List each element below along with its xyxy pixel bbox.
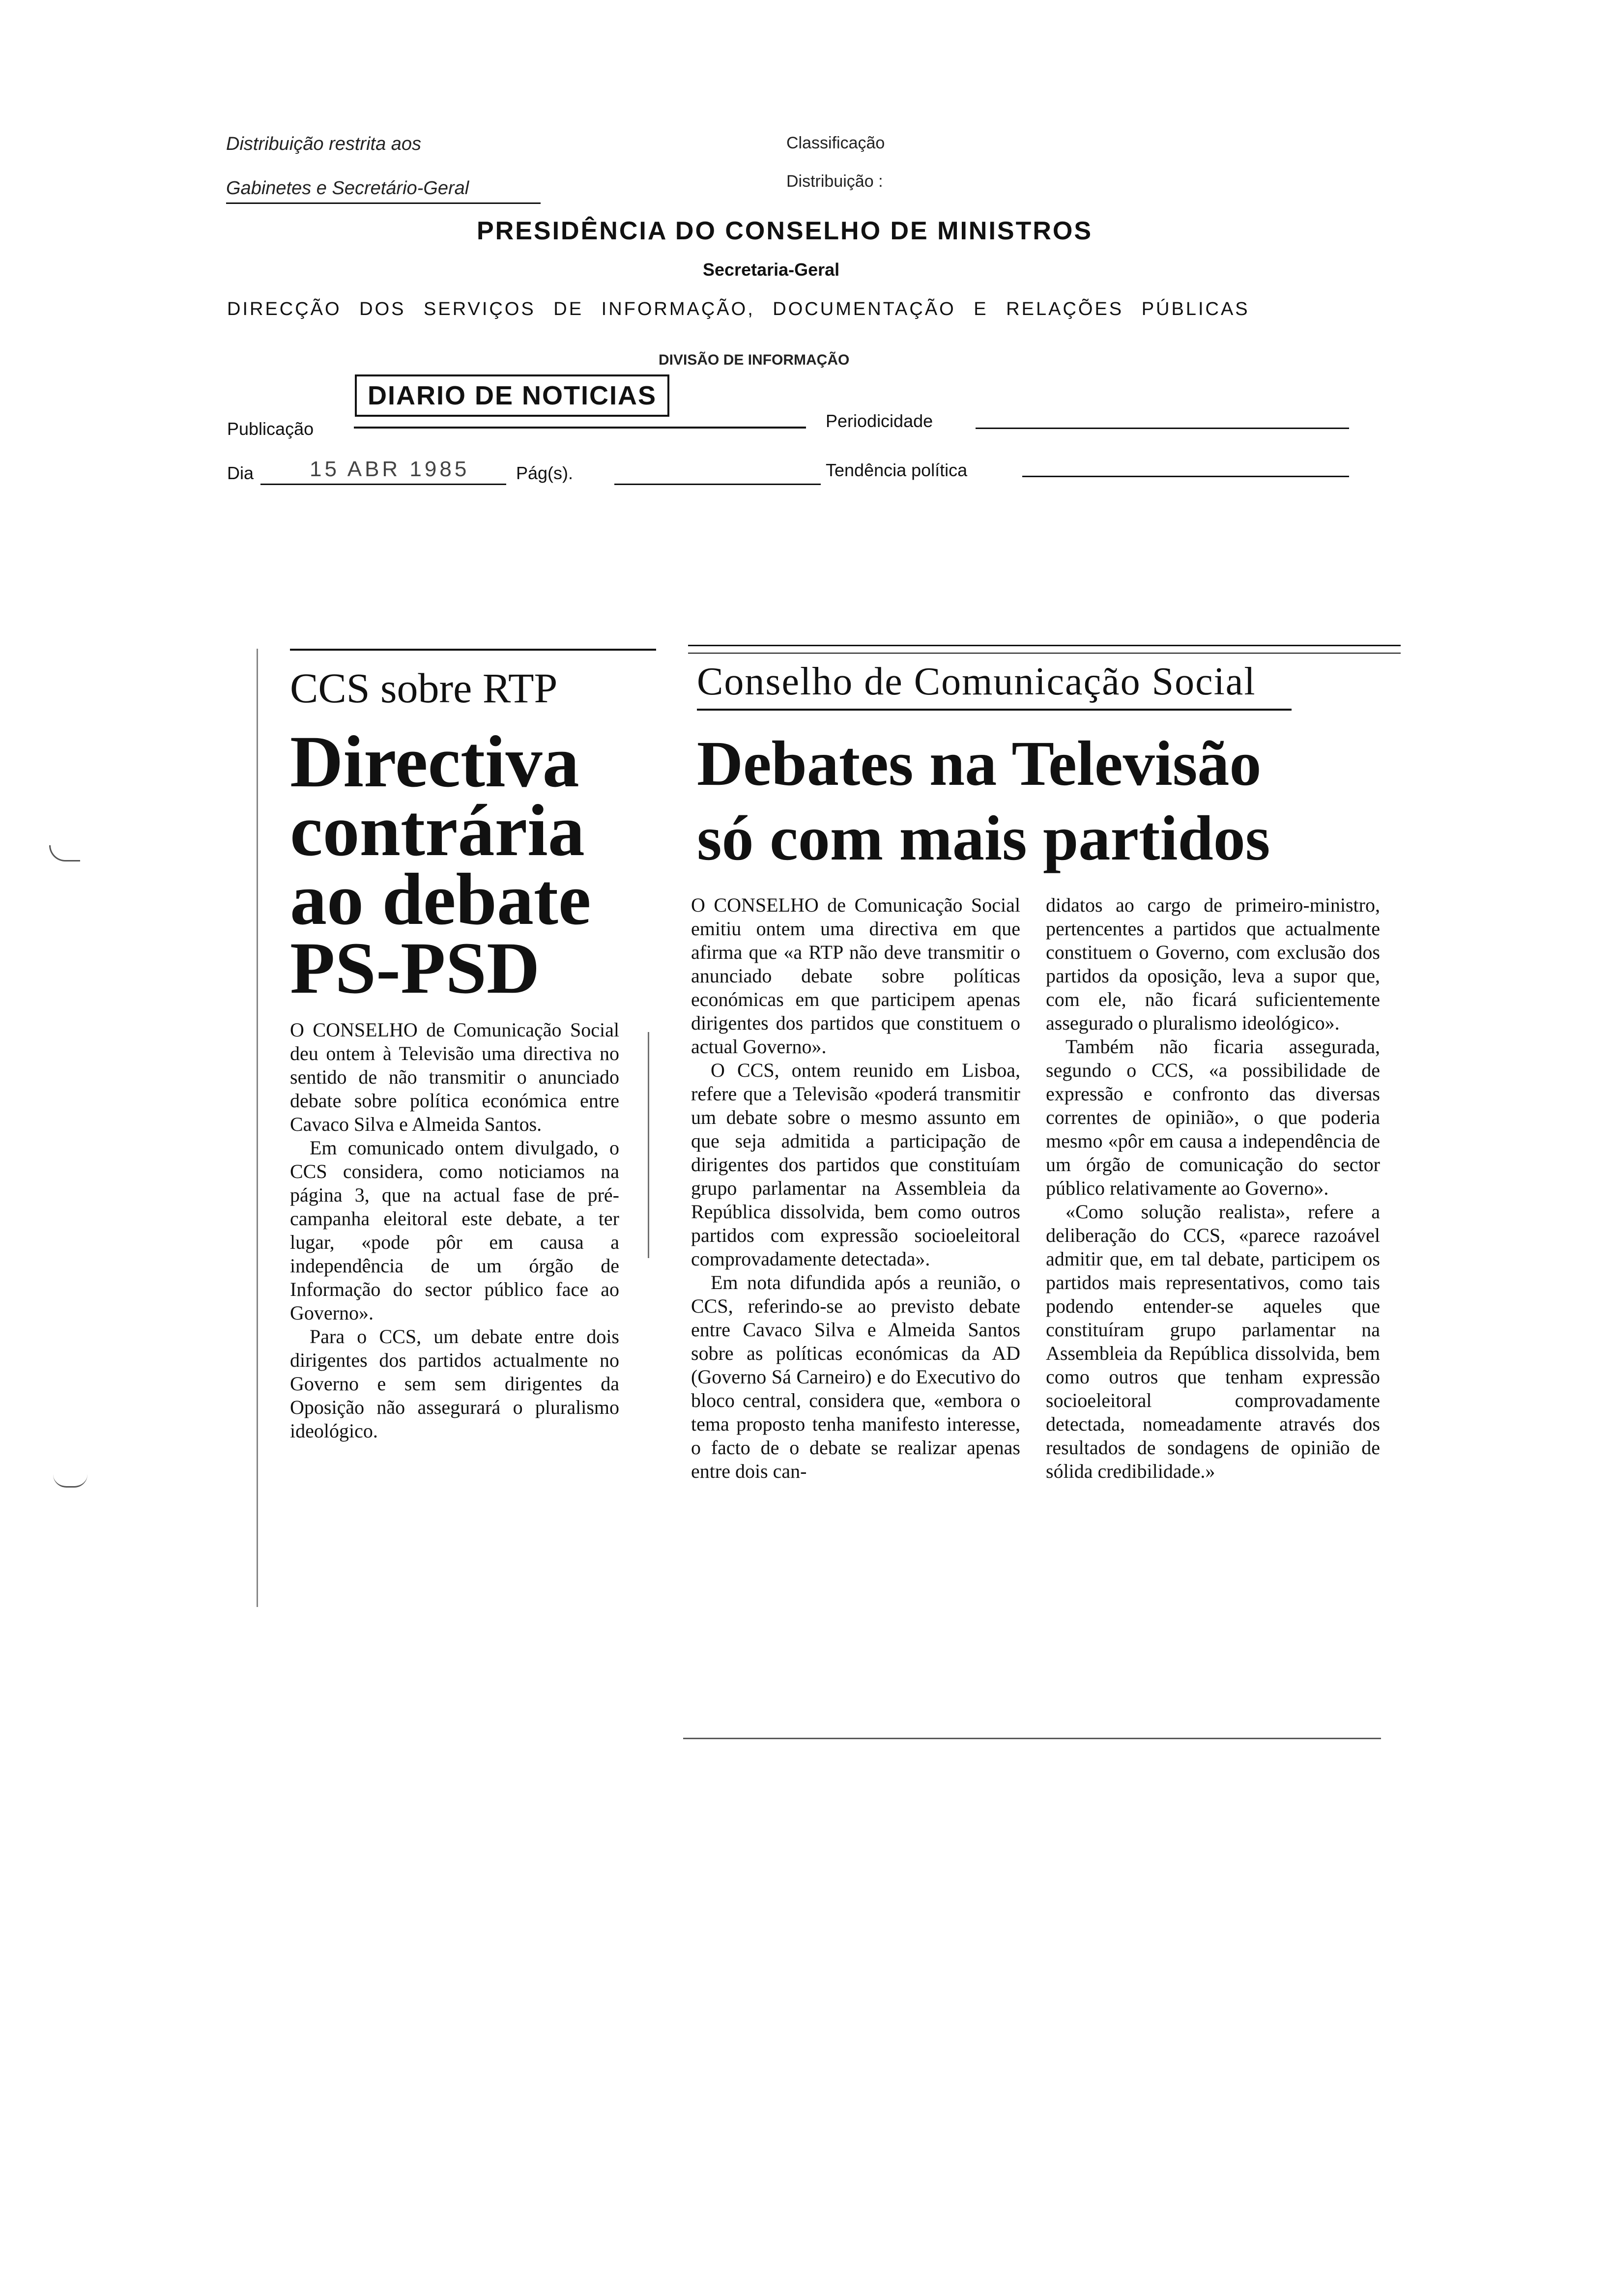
pages-label: Pág(s). — [516, 463, 574, 483]
right-article-column-2 — [1046, 893, 1380, 1483]
right-headline-line-1: Debates na Televisão — [697, 728, 1262, 799]
day-underline — [260, 484, 506, 485]
distribution-restriction-line1: Distribuição restrita aos — [226, 134, 422, 154]
right-col1-paragraph-2: O CCS, ontem reunido em Lisboa, refere que a Televisão «poderá transmitir um debate sobre o mesmo assunto em que seja admitida a participação de dirigentes dos partidos que constituíam grupo parlamentar na Assembleia da República dissolvida, bem como outros partidos com expressão socioeleitoral comprovadamente detectada». — [691, 1059, 1020, 1270]
right-col2-paragraph-3: «Como solução realista», refere a deliberação do CCS, «parece razoável admitir que, em tal debate, participem os partidos mais representativos, como tais podendo entender-se aqueles que constituíram grupo parlamentar na Assembleia da República dissolvida, bem como outros que tenham expressão socioeleitoral comprovadamente detectada, nomeadamente através dos resultados de sondagens de opinião de sólida credibilidade.» — [1046, 1201, 1380, 1482]
scan-mark-top — [49, 845, 80, 861]
left-margin-line — [257, 649, 258, 1607]
left-headline-line-4: PS-PSD — [290, 927, 540, 1009]
scan-mark-bottom — [53, 1474, 87, 1488]
tendency-label: Tendência política — [826, 460, 968, 480]
left-kicker: CCS sobre RTP — [290, 664, 558, 712]
header-underline — [226, 202, 541, 204]
right-col2-paragraph-2: Também não ficaria assegurada, segundo o CCS, «a possibilidade de expressão e confronto das diversas correntes de opinião», o que poderia mesmo «pôr em causa a independência de um órgão de comunicação do sector público relativamente ao Governo». — [1046, 1035, 1380, 1199]
right-article-top-rule-2 — [688, 653, 1401, 654]
secretariat: Secretaria-Geral — [703, 259, 840, 280]
left-paragraph-3: Para o CCS, um debate entre dois dirigentes dos partidos actualmente no Governo e sem sem dirigentes da Oposição não assegurará o pluralismo ideológico. — [290, 1325, 619, 1442]
right-col2-paragraph-1: didatos ao cargo de primeiro-ministro, pertencentes a partidos que actualmente constituem o Governo, com exclusão dos partidos da oposição, leva a supor que, com ele, não ficará suficientemente assegurado o pluralismo ideológico». — [1046, 894, 1380, 1034]
left-paragraph-1: O CONSELHO de Comunicação Social deu ontem à Televisão uma directiva no sentido de não transmitir o anunciado debate sobre política económica entre Cavaco Silva e Almeida Santos. — [290, 1019, 619, 1135]
division: DIVISÃO DE INFORMAÇÃO — [659, 352, 850, 368]
left-article-body — [290, 1018, 619, 1443]
right-col1-paragraph-1: O CONSELHO de Comunicação Social emitiu ontem uma directiva em que afirma que «a RTP não deve transmitir o anunciado debate sobre políticas económicas em que participem apenas dirigentes dos partidos que constituem o actual Governo». — [691, 894, 1020, 1058]
right-kicker-underline — [697, 709, 1292, 711]
right-article-top-rule — [688, 645, 1401, 646]
left-right-margin-line — [648, 1032, 649, 1258]
org-title: PRESIDÊNCIA DO CONSELHO DE MINISTROS — [477, 217, 1093, 245]
right-headline-line-2: só com mais partidos — [697, 803, 1270, 874]
left-paragraph-2: Em comunicado ontem divulgado, o CCS considera, como noticiamos na página 3, que na actual fase de pré-campanha eleitoral este debate, a ter lugar, «pode pôr em causa a independência de um órgão de Informação do sector público face ao Governo». — [290, 1137, 619, 1324]
directorate: DIRECÇÃO DOS SERVIÇOS DE INFORMAÇÃO, DOCUMENTAÇÃO E RELAÇÕES PÚBLICAS — [227, 299, 1250, 319]
distribution-restriction-line2: Gabinetes e Secretário-Geral — [226, 178, 469, 199]
left-headline — [290, 721, 591, 1009]
publication-stamp: DIARIO DE NOTICIAS — [355, 374, 669, 417]
left-headline-line-3: ao debate — [290, 859, 591, 940]
right-article-column-1 — [691, 893, 1020, 1483]
right-headline — [697, 726, 1270, 876]
publication-underline — [354, 427, 806, 429]
publication-label: Publicação — [227, 419, 314, 439]
right-kicker: Conselho de Comunicação Social — [697, 660, 1256, 703]
day-value: 15 ABR 1985 — [310, 457, 470, 481]
periodicity-underline — [976, 428, 1349, 429]
classification-label: Classificação — [786, 134, 885, 152]
distribution-label: Distribuição : — [786, 172, 883, 191]
left-article-top-rule — [290, 649, 656, 651]
day-label: Dia — [227, 463, 254, 483]
left-headline-line-2: contrária — [290, 790, 585, 871]
periodicity-label: Periodicidade — [826, 411, 933, 431]
tendency-underline — [1022, 476, 1349, 477]
left-headline-line-1: Directiva — [290, 721, 579, 803]
right-col1-paragraph-3: Em nota difundida após a reunião, o CCS, referindo-se ao previsto debate entre Cavaco Silva e Almeida Santos sobre as políticas económicas da AD (Governo Sá Carneiro) e do Executivo do bloco central, considera que, «embora o tema proposto tenha manifesto interesse, o facto de o debate se realizar apenas entre dois can- — [691, 1271, 1020, 1482]
right-article-bottom-rule — [683, 1738, 1381, 1739]
pages-underline — [614, 484, 821, 485]
